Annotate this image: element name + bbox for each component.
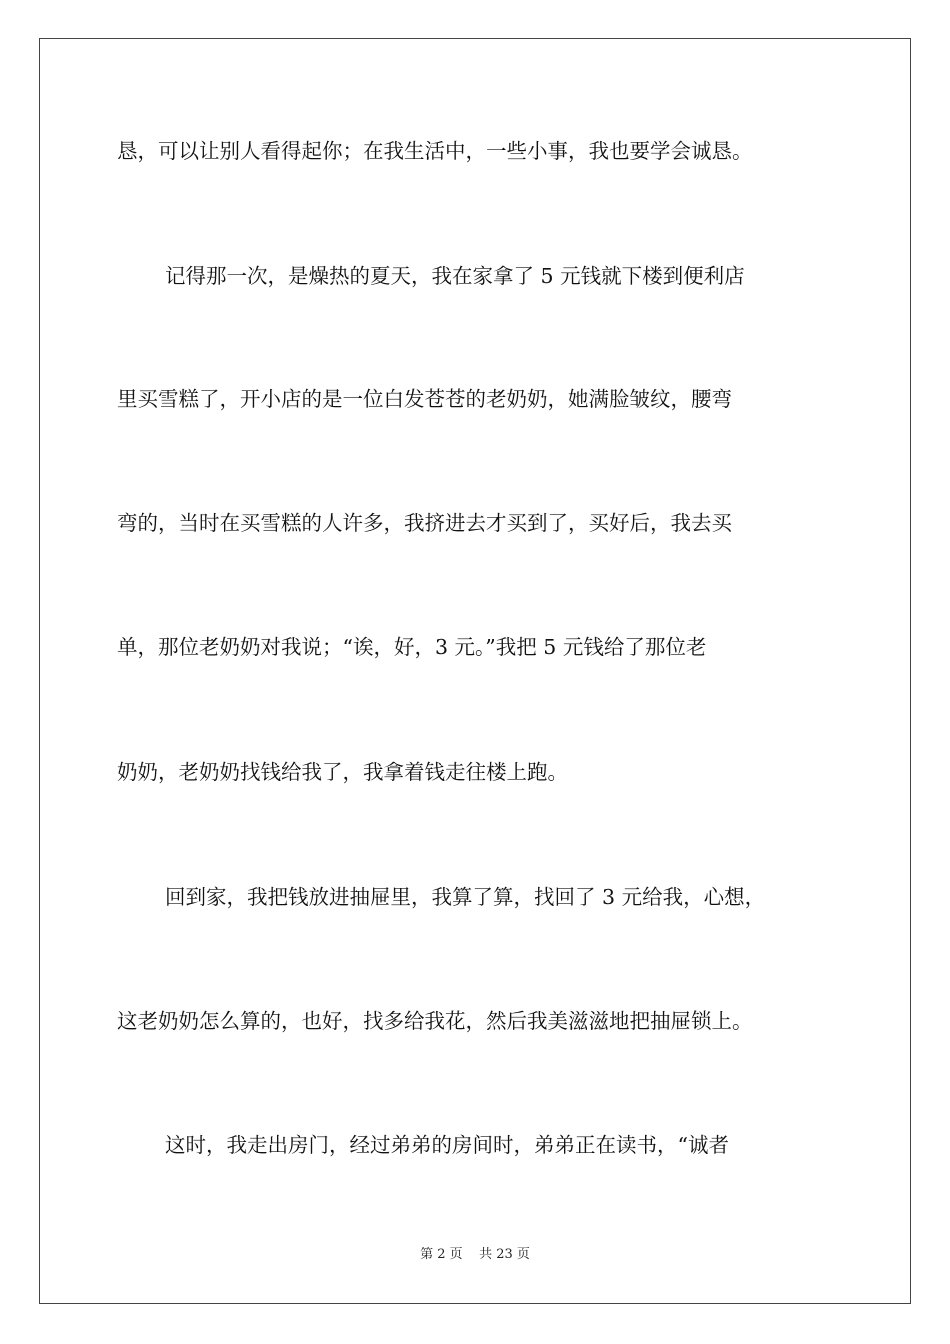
- page-number-footer: 第 2 页 共 23 页: [420, 1247, 530, 1262]
- text-line-1: 恳，可以让别人看得起你；在我生活中，一些小事，我也要学会诚恳。: [117, 139, 753, 163]
- text-line-6: 奶奶，老奶奶找钱给我了，我拿着钱走往楼上跑。: [117, 760, 568, 784]
- text-line-2: 记得那一次，是燥热的夏天，我在家拿了 5 元钱就下楼到便利店: [165, 264, 745, 288]
- text-line-8: 这老奶奶怎么算的，也好，找多给我花，然后我美滋滋地把抽屉锁上。: [117, 1009, 753, 1033]
- text-line-5: 单，那位老奶奶对我说；“诶，好，3 元。”我把 5 元钱给了那位老: [117, 635, 707, 659]
- text-line-7: 回到家，我把钱放进抽屉里，我算了算，找回了 3 元给我，心想，: [165, 885, 766, 909]
- text-line-4: 弯的，当时在买雪糕的人许多，我挤进去才买到了，买好后，我去买: [117, 511, 732, 535]
- text-line-9: 这时，我走出房门，经过弟弟的房间时，弟弟正在读书，“诚者: [165, 1133, 729, 1157]
- page-frame: [39, 38, 911, 1304]
- text-line-3: 里买雪糕了，开小店的是一位白发苍苍的老奶奶，她满脸皱纹，腰弯: [117, 387, 732, 411]
